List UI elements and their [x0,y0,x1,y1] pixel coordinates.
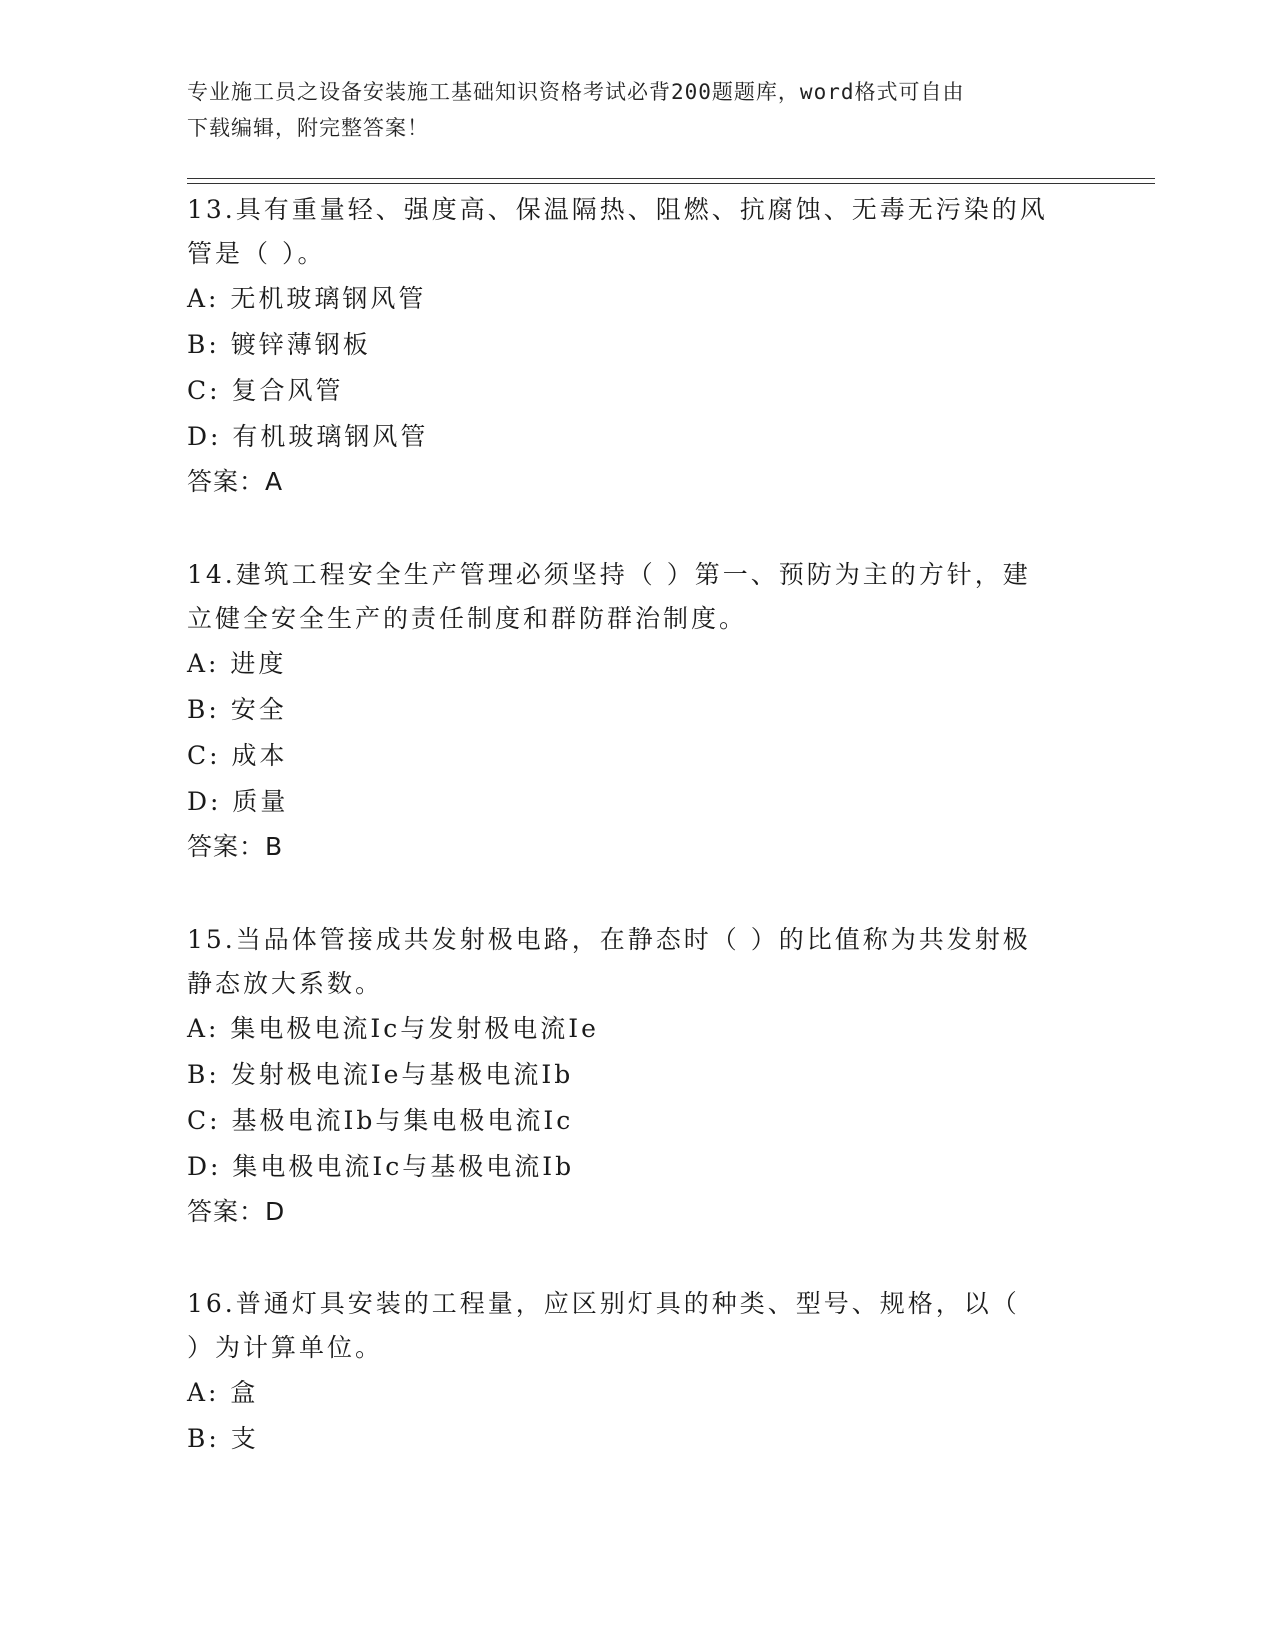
question-stem-line: 14.建筑工程安全生产管理必须坚持（ ）第一、预防为主的方针，建 [187,560,1031,589]
option-b: B: 镀锌薄钢板 [187,330,371,359]
question-stem-line: 16.普通灯具安装的工程量，应区别灯具的种类、型号、规格，以（ [187,1289,1020,1318]
answer: 答案：A [187,467,284,496]
option-a: A: 进度 [187,649,287,678]
option-c: C: 基极电流Ib与集电极电流Ic [187,1106,574,1135]
option-b: B: 支 [187,1424,259,1453]
question-stem-line: 静态放大系数。 [187,969,384,998]
option-d: D: 有机玻璃钢风管 [187,422,429,451]
option-d: D: 集电极电流Ic与基极电流Ib [187,1152,575,1181]
answer: 答案：B [187,832,284,861]
option-c: C: 复合风管 [187,376,344,405]
option-b: B: 安全 [187,695,287,724]
option-a: A: 集电极电流Ic与发射极电流Ie [187,1014,599,1043]
header-divider-top [187,178,1155,179]
option-b: B: 发射极电流Ie与基极电流Ib [187,1060,574,1089]
question-stem-line: 管是（ ）。 [187,239,326,268]
question-stem-line: 15.当品体管接成共发射极电路，在静态时（ ）的比值称为共发射极 [187,925,1031,954]
document-header [187,74,1067,146]
header-line-2: 下载编辑，附完整答案！ [187,116,429,140]
question-stem-line: 立健全安全生产的责任制度和群防群治制度。 [187,604,748,633]
answer: 答案：D [187,1197,286,1226]
option-d: D: 质量 [187,787,289,816]
question-14 [187,553,1087,869]
question-stem-line: ）为计算单位。 [187,1333,384,1362]
header-divider-bottom [187,183,1155,184]
question-15 [187,918,1087,1234]
question-stem-line: 13.具有重量轻、强度高、保温隔热、阻燃、抗腐蚀、无毒无污染的风 [187,195,1048,224]
option-a: A: 盒 [187,1378,259,1407]
option-a: A: 无机玻璃钢风管 [187,284,427,313]
question-13 [187,188,1087,504]
question-16 [187,1282,1087,1462]
option-c: C: 成本 [187,741,288,770]
header-line-1: 专业施工员之设备安装施工基础知识资格考试必背200题题库，word格式可自由 [187,80,965,104]
